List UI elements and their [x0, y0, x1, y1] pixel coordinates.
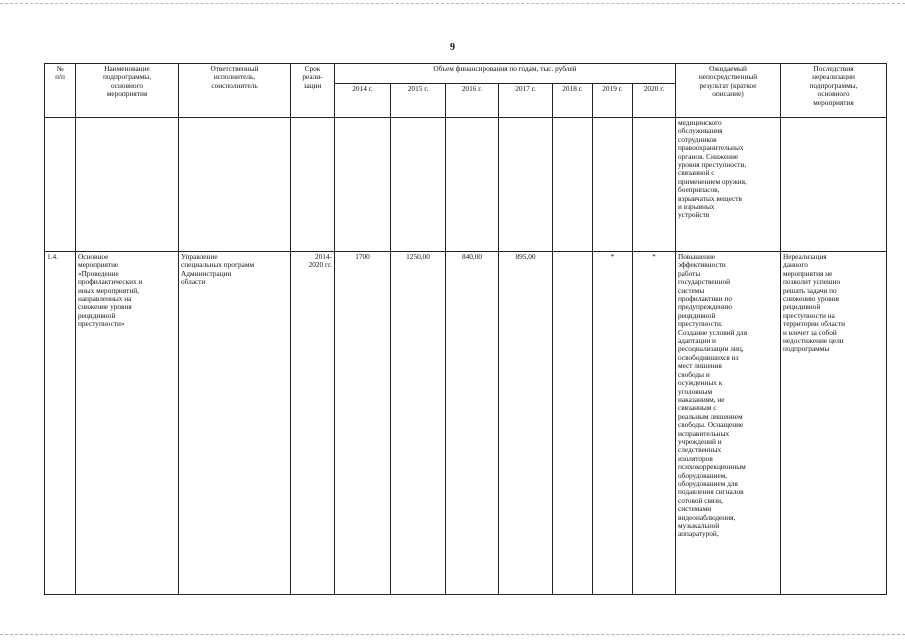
funding-2017: 895,00 [499, 252, 553, 595]
header-year: 2019 г. [593, 84, 633, 118]
scan-edge-top [0, 3, 905, 4]
funding-2020: * [633, 252, 676, 595]
header-year: 2017 г. [499, 84, 553, 118]
header-year: 2015 г. [391, 84, 446, 118]
table-row-1-4 [45, 252, 887, 595]
funding-2015: 1250,00 [391, 252, 446, 595]
table-cell [45, 118, 76, 252]
funding-2016: 840,00 [446, 252, 499, 595]
table-cell [291, 118, 335, 252]
table-cell [553, 118, 593, 252]
table-cell [391, 118, 446, 252]
table-cell [781, 118, 887, 252]
header-funding: Объем финансирования по годам, тыс. рублей [335, 64, 676, 84]
scan-edge-bottom [0, 634, 905, 635]
funding-table [44, 63, 887, 595]
expected-result: Повышение эффективности работы государственной системы профилактики по предупреждению рецидивной преступности. Создание условий для адаптации и ресоциализации лиц, освободившихся из мест лишения свободы и осужденных к уголовным наказаниям, не связанным с реальным лишением свободы. Оснащение исправительных учреждений и следственных изоляторов психокоррекционным оборудованием, оборудованием для подавления сигналов сотовой связи, системами видеонаблюдения, музыкальной аппаратурой, [676, 252, 781, 595]
table-cell [446, 118, 499, 252]
result-text-continued: медицинского обслуживания сотрудников правоохранительных органов. Снижение уровня преступности, связанной с применением оружия, боеприпасов, взрывчатых веществ и взрывных устройств [676, 118, 781, 252]
table-cell [179, 118, 291, 252]
table-cell [499, 118, 553, 252]
page-number: 9 [450, 42, 455, 53]
row-number: 1.4. [45, 252, 76, 595]
funding-2014: 1700 [335, 252, 391, 595]
header-responsible: Ответственный исполнитель, соисполнитель [179, 64, 291, 118]
header-result: Ожидаемый непосредственный результат (краткое описание) [676, 64, 781, 118]
implementation-term: 2014- 2020 гг. [291, 252, 335, 595]
header-year: 2020 г. [633, 84, 676, 118]
table-row-continuation [45, 118, 887, 252]
measure-name: Основное мероприятие «Проведение профилактических и иных мероприятий, направленных на снижение уровня рецидивной преступности» [76, 252, 179, 595]
header-year: 2018 г. [553, 84, 593, 118]
header-term: Срок реали- зации [291, 64, 335, 118]
responsible-executor: Управление специальных программ Администрации области [179, 252, 291, 595]
header-year: 2016 г. [446, 84, 499, 118]
non-implementation-consequences: Нереализация данного мероприятия не позволит успешно решать задачи по снижению уровня рецидивной преступности на территории области и влечет за собой недостижение цели подпрограммы [781, 252, 887, 595]
funding-2019: * [593, 252, 633, 595]
table-cell [335, 118, 391, 252]
table-cell [633, 118, 676, 252]
table-cell [593, 118, 633, 252]
header-row-1 [45, 64, 887, 84]
header-num: № п/п [45, 64, 76, 118]
header-name: Наименование подпрограммы, основного мероприятия [76, 64, 179, 118]
table-cell [76, 118, 179, 252]
funding-2018 [553, 252, 593, 595]
header-consequences: Последствия нереализации подпрограммы, основного мероприятия [781, 64, 887, 118]
header-year: 2014 г. [335, 84, 391, 118]
